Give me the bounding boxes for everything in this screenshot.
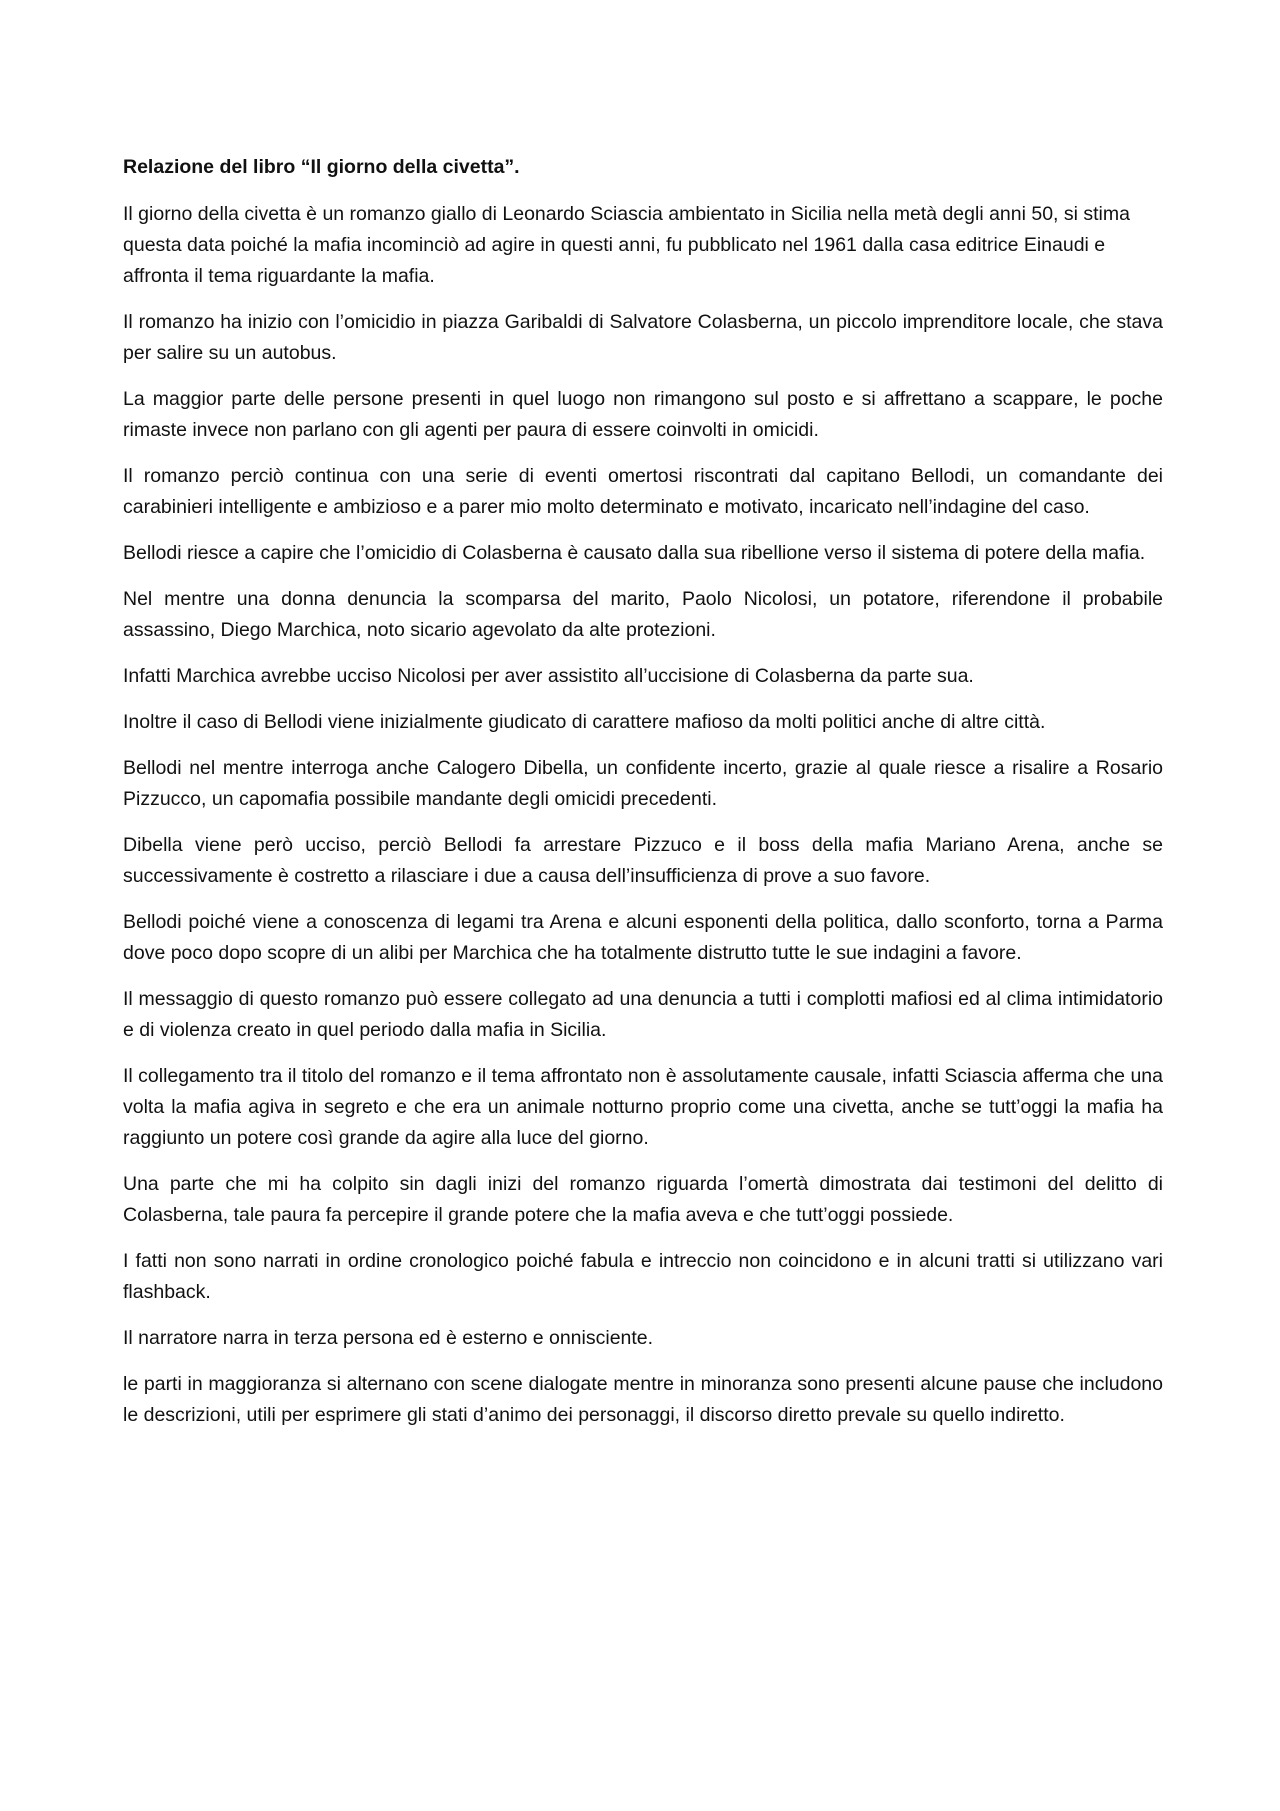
paragraph-9: Bellodi nel mentre interroga anche Calogero Dibella, un confidente incerto, grazie al quale riesce a risalire a Rosario Pizzucco, un capomafia possibile mandante degli omicidi precedenti. bbox=[123, 757, 1163, 810]
paragraph-6: Nel mentre una donna denuncia la scomparsa del marito, Paolo Nicolosi, un potatore, riferendone il probabile assassino, Diego Marchica, noto sicario agevolato da alte protezioni. bbox=[123, 588, 1163, 641]
paragraph-2: Il romanzo ha inizio con l’omicidio in piazza Garibaldi di Salvatore Colasberna, un piccolo imprenditore locale, che stava per salire su un autobus. bbox=[123, 311, 1163, 364]
paragraph-1: Il giorno della civetta è un romanzo giallo di Leonardo Sciascia ambientato in Sicilia nella metà degli anni 50, si stima questa data poiché la mafia incominciò ad agire in questi anni, fu pubblicato nel 1961 dalla casa editrice Einaudi e affronta il tema riguardante la mafia. bbox=[123, 203, 1130, 287]
paragraph-10: Dibella viene però ucciso, perciò Bellodi fa arrestare Pizzuco e il boss della mafia Mariano Arena, anche se successivamente è costretto a rilasciare i due a causa dell’insufficienza di prove a suo favore. bbox=[123, 834, 1163, 887]
paragraph-7: Infatti Marchica avrebbe ucciso Nicolosi per aver assistito all’uccisione di Colasberna da parte sua. bbox=[123, 665, 974, 687]
paragraph-4: Il romanzo perciò continua con una serie di eventi omertosi riscontrati dal capitano Bellodi, un comandante dei carabinieri intelligente e ambizioso e a parer mio molto determinato e motivato, incaricato nell’indagine del caso. bbox=[123, 465, 1163, 518]
paragraph-3: La maggior parte delle persone presenti in quel luogo non rimangono sul posto e si affrettano a scappare, le poche rimaste invece non parlano con gli agenti per paura di essere coinvolti in omicidi. bbox=[123, 388, 1163, 441]
paragraph-16: Il narratore narra in terza persona ed è esterno e onnisciente. bbox=[123, 1327, 654, 1349]
document-title: Relazione del libro “Il giorno della civetta”. bbox=[123, 156, 520, 178]
paragraph-13: Il collegamento tra il titolo del romanzo e il tema affrontato non è assolutamente causale, infatti Sciascia afferma che una volta la mafia agiva in segreto e che era un animale notturno proprio come una civetta, anche se tutt’oggi la mafia ha raggiunto un potere così grande da agire alla luce del giorno. bbox=[123, 1065, 1163, 1149]
paragraph-11: Bellodi poiché viene a conoscenza di legami tra Arena e alcuni esponenti della politica, dallo sconforto, torna a Parma dove poco dopo scopre di un alibi per Marchica che ha totalmente distrutto tutte le sue indagini a favore. bbox=[123, 911, 1163, 964]
paragraph-12: Il messaggio di questo romanzo può essere collegato ad una denuncia a tutti i complotti mafiosi ed al clima intimidatorio e di violenza creato in quel periodo dalla mafia in Sicilia. bbox=[123, 988, 1163, 1041]
paragraph-5: Bellodi riesce a capire che l’omicidio di Colasberna è causato dalla sua ribellione verso il sistema di potere della mafia. bbox=[123, 542, 1146, 564]
paragraph-14: Una parte che mi ha colpito sin dagli inizi del romanzo riguarda l’omertà dimostrata dai testimoni del delitto di Colasberna, tale paura fa percepire il grande potere che la mafia aveva e che tutt’oggi possiede. bbox=[123, 1173, 1163, 1226]
paragraph-17: le parti in maggioranza si alternano con scene dialogate mentre in minoranza sono presenti alcune pause che includono le descrizioni, utili per esprimere gli stati d’animo dei personaggi, il discorso diretto prevale su quello indiretto. bbox=[123, 1373, 1163, 1426]
document-page bbox=[123, 152, 1163, 1446]
paragraph-15: I fatti non sono narrati in ordine cronologico poiché fabula e intreccio non coincidono e in alcuni tratti si utilizzano vari flashback. bbox=[123, 1250, 1163, 1303]
paragraph-8: Inoltre il caso di Bellodi viene inizialmente giudicato di carattere mafioso da molti politici anche di altre città. bbox=[123, 711, 1046, 733]
